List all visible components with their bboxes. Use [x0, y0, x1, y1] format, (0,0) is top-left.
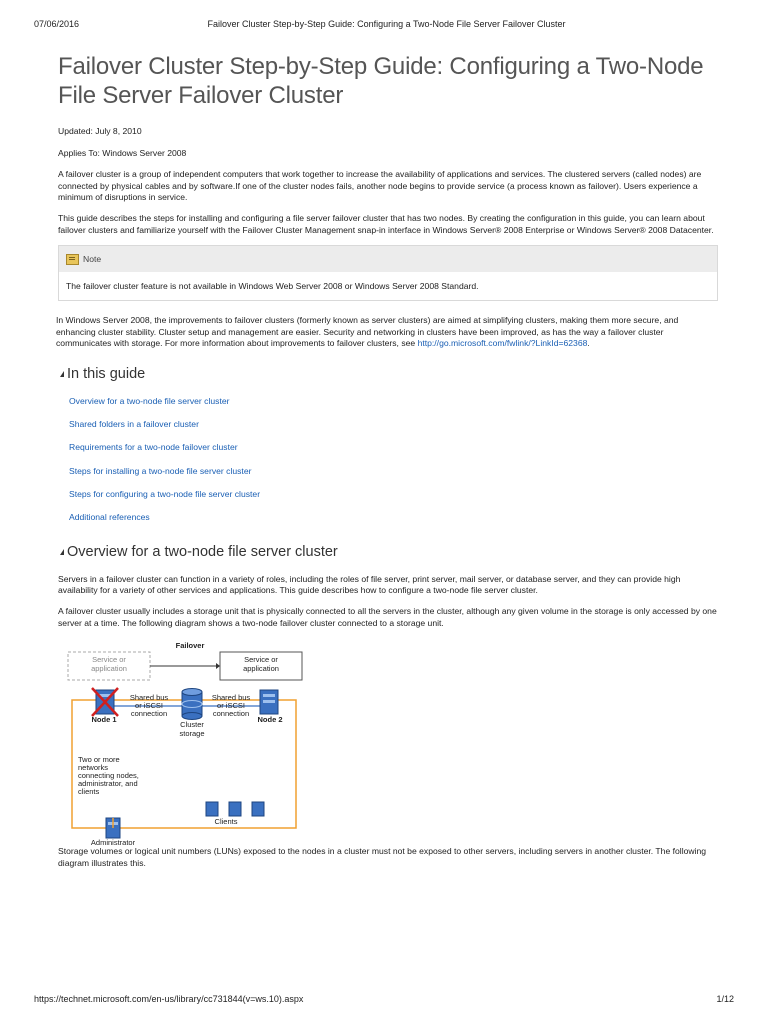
- client-computer-icon: [206, 802, 264, 816]
- updated-date: Updated: July 8, 2010: [58, 126, 142, 136]
- print-header: [34, 19, 734, 29]
- shared-bus-right-label-2: or iSCSI: [217, 701, 245, 711]
- networks-label-3: connecting nodes,: [78, 771, 139, 781]
- clients-label: Clients: [214, 817, 238, 827]
- failover-label: Failover: [175, 641, 205, 651]
- para3-end: .: [587, 338, 590, 349]
- note-label: Note: [83, 254, 102, 265]
- administrator-label: Administrator: [90, 838, 136, 848]
- print-date: 07/06/2016: [34, 19, 80, 29]
- networks-label-5: clients: [78, 787, 100, 797]
- note-box: [58, 245, 718, 301]
- networks-label-2: networks: [78, 763, 109, 773]
- node2-server-icon: [260, 690, 278, 714]
- node2-label: Node 2: [257, 715, 283, 725]
- service-right-label-1: Service or: [244, 655, 278, 665]
- improvements-link[interactable]: http://go.microsoft.com/fwlink/?LinkId=62368: [417, 338, 588, 349]
- shared-bus-right-label-1: Shared bus: [211, 693, 251, 703]
- toc-link-installing[interactable]: Steps for installing a two-node file server cluster: [69, 465, 252, 476]
- overview-paragraph-2: A failover cluster usually includes a storage unit that is physically connected to all the servers in the cluster, although any given volume in the storage is only accessed by one server at a time. The following diagram shows a two-node failover cluster connected to a storage unit.: [58, 606, 717, 628]
- service-right-label-2: application: [243, 664, 279, 674]
- intro-paragraph-1: A failover cluster is a group of independent computers that work together to increase the availability of applications and services. The clustered servers (called nodes) are connected by physical cables and by software.If one of the cluster nodes fails, another node begins to provide service (a process known as failover). Users experience a minimum of disruptions in service.: [58, 169, 702, 203]
- toc-item: [69, 466, 718, 476]
- section-heading-label: In this guide: [67, 365, 146, 382]
- collapse-triangle-icon[interactable]: [60, 549, 64, 555]
- toc-link-additional-references[interactable]: Additional references: [69, 511, 150, 522]
- shared-bus-right-label-3: connection: [212, 709, 250, 719]
- print-footer: [34, 994, 734, 1004]
- toc-item: [69, 419, 718, 429]
- page-number: 1/12: [716, 994, 734, 1004]
- networks-label-4: administrator, and: [78, 779, 138, 789]
- overview-paragraph-3: Storage volumes or logical unit numbers (LUNs) exposed to the nodes in a cluster must not be exposed to other servers, including servers in another cluster. The following diagram illustrates this.: [58, 846, 707, 868]
- section-heading-label: Overview for a two-node file server cluster: [67, 543, 338, 560]
- section-heading-in-this-guide[interactable]: [60, 366, 718, 382]
- overview-paragraph-1: Servers in a failover cluster can function in a variety of roles, including the roles of file server, print server, mail server, or database server, and they can provide high availability for a variety of other services and applications. This guide describes how to configure a two-node file server cluster.: [58, 573, 681, 596]
- node1-label: Node 1: [91, 715, 117, 725]
- toc-item: [69, 489, 718, 499]
- shared-bus-left-label-1: Shared bus: [129, 693, 169, 703]
- cluster-storage-label-1: Cluster: [180, 720, 204, 730]
- article-content: [58, 52, 718, 878]
- shared-bus-left-label-3: connection: [130, 709, 168, 719]
- toc-link-shared-folders[interactable]: Shared folders in a failover cluster: [69, 419, 199, 430]
- note-icon: [66, 254, 79, 265]
- intro-paragraph-3: [56, 315, 718, 350]
- note-text: The failover cluster feature is not available in Windows Web Server 2008 or Windows Server 2008 Standard.: [66, 281, 479, 292]
- toc-item: [69, 396, 718, 406]
- node1-server-icon: [92, 688, 118, 716]
- toc-link-overview[interactable]: Overview for a two-node file server cluster: [69, 395, 230, 406]
- collapse-triangle-icon[interactable]: [60, 371, 64, 377]
- para3-text: In Windows Server 2008, the improvements to failover clusters (formerly known as server clusters) are aimed at simplifying clusters, making them more secure, and enhancing cluster stability. Cluster setup and management are easier. Security and networking in clusters have been improved, as has the way a failover cluster communicates with storage. For more information about improvements to failover clusters, see: [56, 315, 679, 349]
- cluster-diagram: [66, 638, 306, 848]
- toc-link-configuring[interactable]: Steps for configuring a two-node file server cluster: [69, 488, 261, 499]
- shared-bus-left-label-2: or iSCSI: [135, 701, 163, 711]
- section-heading-overview[interactable]: [60, 544, 718, 560]
- print-title: Failover Cluster Step-by-Step Guide: Configuring a Two-Node File Server Failover Cluster: [207, 19, 566, 29]
- toc-item: [69, 512, 718, 522]
- page-url: https://technet.microsoft.com/en-us/library/cc731844(v=ws.10).aspx: [34, 994, 304, 1004]
- cluster-storage-label-2: storage: [179, 729, 205, 739]
- intro-paragraph-2: This guide describes the steps for installing and configuring a file server failover cluster that has two nodes. By creating the configuration in this guide, you can learn about failover clusters and familiarize yourself with the Failover Cluster Management snap-in interface in Windows Server® 2008 Enterprise or Windows Server® 2008 Datacenter.: [58, 212, 714, 235]
- note-header: [59, 246, 717, 272]
- toc-list: [69, 396, 718, 522]
- applies-to: Applies To: Windows Server 2008: [58, 147, 187, 158]
- toc-item: [69, 442, 718, 452]
- networks-label-1: Two or more: [78, 755, 120, 765]
- service-left-label-1: Service or: [92, 655, 126, 665]
- cluster-storage-icon: [182, 689, 202, 720]
- toc-link-requirements[interactable]: Requirements for a two-node failover cluster: [69, 442, 238, 453]
- service-left-label-2: application: [91, 664, 127, 674]
- page-title: Failover Cluster Step-by-Step Guide: Configuring a Two-Node File Server Failover Cluster: [58, 53, 704, 109]
